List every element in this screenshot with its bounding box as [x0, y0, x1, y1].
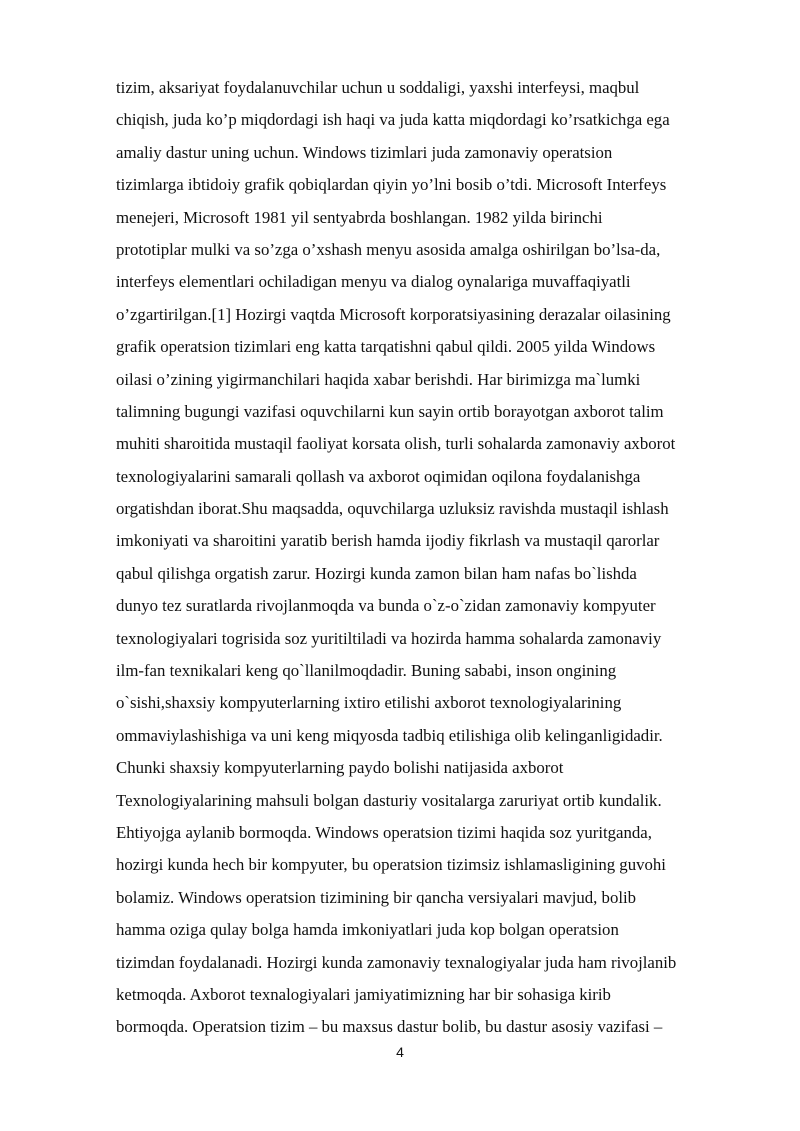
text-line: texnologiyalari togrisida soz yuritiltiladi va hozirda hamma sohalarda zamonaviy [116, 628, 662, 648]
body-text [116, 72, 776, 1044]
text-line: grafik operatsion tizimlari eng katta tarqatishni qabul qildi. 2005 yilda Windows [116, 337, 656, 357]
text-line: Texnologiyalarining mahsuli bolgan dasturiy vositalarga zaruriyat ortib kundalik. [116, 790, 662, 810]
text-line: tizim, aksariyat foydalanuvchilar uchun u soddaligi, yaxshi interfeysi, maqbul [116, 78, 640, 97]
text-line: tizimdan foydalanadi. Hozirgi kunda zamonaviy texnalogiyalar juda ham rivojlanib [116, 952, 677, 972]
text-line: interfeys elementlari ochiladigan menyu va dialog oynalariga muvaffaqiyatli [116, 272, 631, 292]
text-line: muhiti sharoitida mustaqil faoliyat korsata olish, turli sohalarda zamonaviy axborot [116, 434, 676, 454]
text-line: bormoqda. Operatsion tizim – bu maxsus dastur bolib, bu dastur asosiy vazifasi – [116, 1017, 663, 1037]
text-line: menejeri, Microsoft 1981 yil sentyabrda boshlangan. 1982 yilda birinchi [116, 207, 603, 227]
text-line: chiqish, juda ko’p miqdordagi ish haqi va juda katta miqdordagi ko’rsatkichga ega [116, 110, 670, 130]
text-line: hozirgi kunda hech bir kompyuter, bu operatsion tizimsiz ishlamasligining guvohi [116, 855, 666, 875]
text-line: tizimlarga ibtidoiy grafik qobiqlardan qiyin yo’lni bosib o’tdi. Microsoft Interfeys [116, 175, 667, 195]
text-line: qabul qilishga orgatish zarur. Hozirgi kunda zamon bilan ham nafas bo`lishda [116, 563, 637, 583]
text-line: ommaviylashishiga va uni keng miqyosda tadbiq etilishiga olib kelinganligidadir. [116, 725, 663, 745]
text-line: o’zgartirilgan.[1] Hozirgi vaqtda Microsoft korporatsiyasining derazalar oilasining [116, 304, 671, 324]
page-number: 4 [396, 1044, 404, 1060]
text-line: ilm-fan texnikalari keng qo`llanilmoqdadir. Buning sababi, inson ongining [116, 661, 617, 681]
text-line: dunyo tez suratlarda rivojlanmoqda va bunda o`z-o`zidan zamonaviy kompyuter [116, 596, 656, 616]
text-line: imkoniyati va sharoitini yaratib berish hamda ijodiy fikrlash va mustaqil qarorlar [116, 531, 660, 551]
text-line: o`sishi,shaxsiy kompyuterlarning ixtiro etilishi axborot texnologiyalarining [116, 693, 622, 713]
text-line: oilasi o’zining yigirmanchilari haqida xabar berishdi. Har birimizga ma`lumki [116, 369, 641, 389]
text-line: texnologiyalarini samarali qollash va axborot oqimidan oqilona foydalanishga [116, 466, 641, 486]
text-line: ketmoqda. Axborot texnalogiyalari jamiyatimizning har bir sohasiga kirib [116, 984, 611, 1004]
text-line: orgatishdan iborat.Shu maqsadda, oquvchilarga uzluksiz ravishda mustaqil ishlash [116, 499, 669, 519]
text-line: amaliy dastur uning uchun. Windows tizimlari juda zamonaviy operatsion [116, 142, 613, 162]
text-line: Ehtiyojga aylanib bormoqda. Windows operatsion tizimi haqida soz yuritganda, [116, 822, 652, 842]
text-line: hamma oziga qulay bolga hamda imkoniyatlari juda kop bolgan operatsion [116, 920, 619, 940]
text-line: bolamiz. Windows operatsion tizimining bir qancha versiyalari mavjud, bolib [116, 887, 637, 907]
text-line: talimning bugungi vazifasi oquvchilarni kun sayin ortib borayotgan axborot talim [116, 401, 664, 421]
text-line: Chunki shaxsiy kompyuterlarning paydo bolishi natijasida axborot [116, 758, 564, 778]
text-line: prototiplar mulki va so’zga o’xshash menyu asosida amalga oshirilgan bo’lsa-da, [116, 239, 661, 259]
